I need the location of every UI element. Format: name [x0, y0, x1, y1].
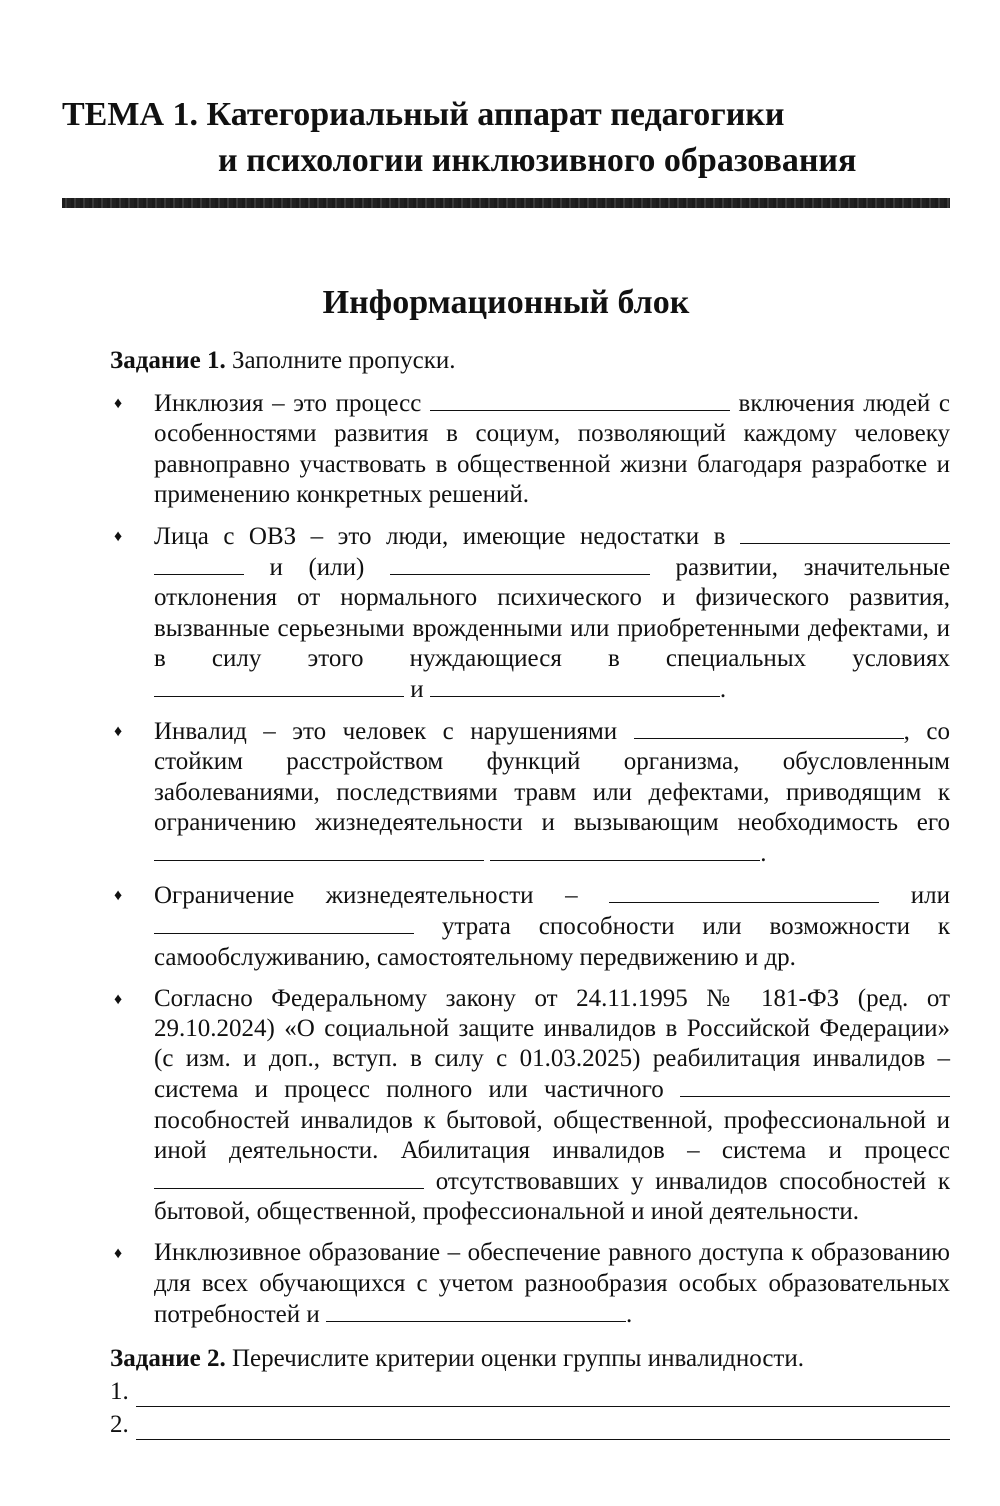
answer-blank[interactable]: [136, 1419, 950, 1440]
theme-title-line1: ТЕМА 1. Категориальный аппарат педагогики: [62, 96, 785, 133]
task-1: [110, 346, 950, 376]
theme-title-line2: и психологии инклюзивного образования: [218, 142, 857, 179]
fill-blank[interactable]: [326, 1299, 626, 1322]
header-divider: [62, 198, 950, 208]
item-text: и (или): [269, 554, 365, 582]
fill-blank[interactable]: [740, 521, 950, 544]
list-item-inclusion: [110, 388, 950, 510]
task-2: [110, 1344, 950, 1374]
item-text: Инклюзивное образование – обеспечение равного доступа к образованию для всех обучающихся с учетом разнообразия особых образовательных потребностей и: [154, 1239, 950, 1328]
fill-blank[interactable]: [154, 552, 244, 575]
task-2-text: Перечислите критерии оценки группы инвалидности.: [232, 1345, 804, 1373]
content: [110, 346, 950, 1440]
fill-blank[interactable]: [154, 674, 404, 697]
fill-blank[interactable]: [490, 838, 760, 861]
item-text: .: [719, 676, 727, 704]
bullet-icon: ♦: [114, 528, 123, 546]
bullet-icon: ♦: [114, 723, 123, 741]
answer-number: 1.: [110, 1378, 129, 1406]
fill-blank[interactable]: [430, 674, 720, 697]
task-1-text: Заполните пропуски.: [232, 347, 456, 374]
definitions-list: [110, 388, 950, 1330]
task-2-label: Задание 2.: [110, 1345, 226, 1373]
fill-blank[interactable]: [390, 552, 650, 575]
item-text: Согласно Федеральному закону от 24.11.1995 № 181-ФЗ (ред. от 29.10.2024) «О социальной защите инвалидов в Российской Федерации» (с изм. и доп., вступ. в силу с 01.03.2025) реабилитация инвалидов – система и процесс полного или частичного: [154, 984, 950, 1104]
fill-blank[interactable]: [609, 880, 879, 903]
bullet-icon: ♦: [114, 990, 123, 1008]
answer-number: 2.: [110, 1411, 129, 1439]
answer-blank[interactable]: [136, 1386, 950, 1407]
item-text: включения людей с особенностями развития в социум, позволяющий каждому человеку равноправно участвовать в общественной жизни благодаря разработке и применению конкретных решений.: [154, 390, 950, 508]
item-text: , со стойким расстройством функций организма, обусловленным заболеваниями, последствиями травм или дефектами, приводящим к ограничению жизнедеятельности и вызывающим необходимость его: [154, 718, 951, 836]
item-text: и: [410, 676, 424, 704]
item-text: пособностей инвалидов к бытовой, общественной, профессиональной и иной деятельности. Абилитация инвалидов – система и процесс: [154, 1106, 950, 1164]
bullet-icon: ♦: [114, 395, 123, 413]
fill-blank[interactable]: [680, 1074, 950, 1097]
list-item-limitation: [110, 880, 950, 973]
item-text: .: [625, 1300, 633, 1328]
item-text: или: [910, 882, 951, 910]
bullet-icon: ♦: [114, 887, 123, 905]
item-text: развитии, значительные отклонения от нормального психического и физического развития, вызванные серьезными врожденными или приобретенными дефектами, и в силу этого нуждающиеся в специальных условиях: [154, 554, 951, 672]
item-text: утрата способности или возможности к самообслуживанию, самостоятельному передвижению и др.: [154, 913, 951, 971]
fill-blank[interactable]: [634, 716, 904, 739]
item-text: Инклюзия – это процесс: [154, 390, 422, 418]
list-item-inclusive-education: [110, 1238, 950, 1330]
list-item-federal-law: [110, 984, 950, 1228]
item-text: .: [760, 840, 767, 868]
item-text: Ограничение жизнедеятельности –: [154, 882, 578, 910]
list-item-invalid: [110, 716, 950, 869]
task-1-label: Задание 1.: [110, 347, 226, 374]
bullet-icon: ♦: [114, 1245, 123, 1263]
fill-blank[interactable]: [154, 1166, 424, 1189]
item-text: Лица с ОВЗ – это люди, имеющие недостатки в: [154, 523, 726, 551]
answer-line-1[interactable]: [110, 1374, 950, 1407]
item-text: Инвалид – это человек с нарушениями: [154, 718, 618, 746]
answer-line-2[interactable]: [110, 1407, 950, 1440]
fill-blank[interactable]: [430, 388, 730, 411]
fill-blank[interactable]: [154, 911, 414, 934]
list-item-ovz: [110, 521, 950, 705]
fill-blank[interactable]: [154, 838, 484, 861]
block-title: Информационный блок: [322, 284, 690, 321]
theme-title: [62, 92, 962, 184]
item-text: отсутствовавших у инвалидов способностей к бытовой, общественной, профессиональной и иной деятельности.: [154, 1168, 951, 1226]
